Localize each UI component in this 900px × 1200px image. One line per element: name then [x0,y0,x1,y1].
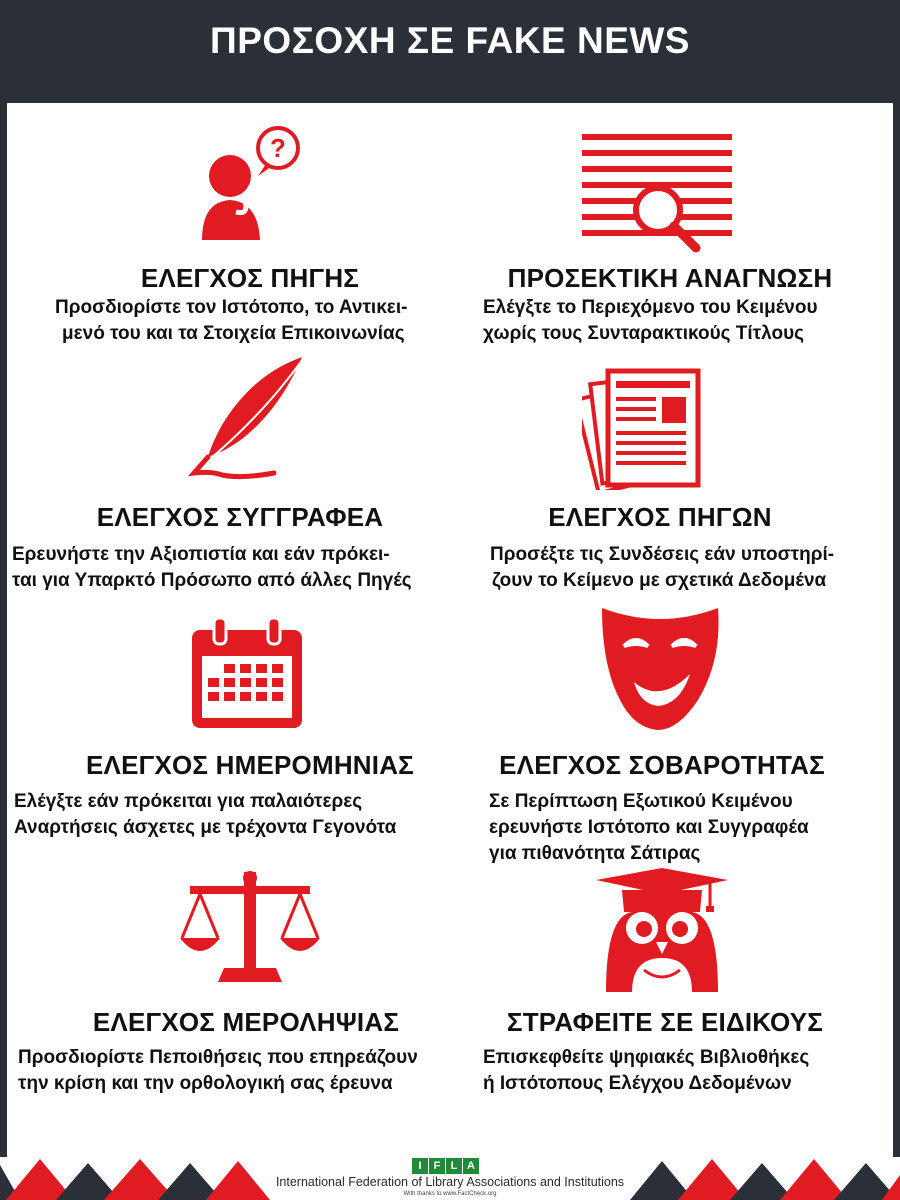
balance-scale-icon [180,868,320,993]
organization-name: International Federation of Library Associations and Institutions [275,1175,625,1189]
content-panel [7,103,893,1157]
desc-ask-experts-line-1: Επισκεφθείτε ψηφιακές Βιβλιοθήκες [483,1047,810,1068]
ifla-logo-letter: L [446,1158,462,1174]
desc-careful-reading-line-1: Ελέγξτε το Περιεχόμενο του Κειμένου [483,297,818,318]
desc-seriousness-check-line-3: για πιθανότητα Σάτιρας [489,843,701,864]
ifla-logo-letter: I [412,1158,428,1174]
header-bar [0,0,900,103]
documents-stack-icon [582,365,707,490]
desc-seriousness-check-line-1: Σε Περίπτωση Εξωτικού Κειμένου [489,791,793,812]
desc-careful-reading-line-2: χωρίς τους Συνταρακτικούς Τίτλους [483,323,805,344]
desc-source-check-line-2: μενό του και τα Στοιχεία Επικοινωνίας [62,323,405,344]
question-thinker-icon [196,120,306,250]
desc-sources-check-line-2: ζουν το Κείμενο με σχετικά Δεδομένα [492,570,827,591]
heading-date-check: ΕΛΕΓΧΟΣ ΗΜΕΡΟΜΗΝΙΑΣ [85,750,414,780]
heading-seriousness-check: ΕΛΕΓΧΟΣ ΣΟΒΑΡΟΤΗΤΑΣ [499,750,825,780]
ifla-logo-letter: F [429,1158,445,1174]
heading-source-check: ΕΛΕΓΧΟΣ ΠΗΓΗΣ [140,263,360,293]
heading-careful-reading: ΠΡΟΣΕΚΤΙΚΗ ΑΝΑΓΝΩΣΗ [507,263,833,293]
ifla-logo-letter: A [463,1158,479,1174]
desc-author-check-line-2: ται για Υπαρκτό Πρόσωπο από άλλες Πηγές [12,570,412,591]
comedy-mask-icon [598,600,723,735]
magnifier-text-icon [582,130,742,255]
desc-sources-check-line-1: Προσέξτε τις Συνδέσεις εάν υποστηρί- [490,544,835,565]
heading-ask-experts: ΣΤΡΑΦΕΙΤΕ ΣΕ ΕΙΔΙΚΟΥΣ [506,1007,824,1037]
desc-author-check-line-1: Ερευνήστε την Αξιοπιστία και εάν πρόκει- [12,544,390,565]
calendar-icon [190,616,305,731]
heading-bias-check: ΕΛΕΓΧΟΣ ΜΕΡΟΛΗΨΙΑΣ [92,1007,400,1037]
desc-bias-check-line-1: Προσδιορίστε Πεποιθήσεις που επηρεάζουν [18,1047,418,1068]
desc-bias-check-line-2: την κρίση και την ορθολογική σας έρευνα [18,1073,393,1094]
page-title: ΠΡΟΣΟΧΗ ΣΕ FAKE NEWS [210,20,690,61]
quill-pen-icon [182,355,307,485]
thanks-note: With thanks to www.FactCheck.org [403,1191,497,1197]
desc-ask-experts-line-2: ή Ιστότοπους Ελέγχου Δεδομένων [483,1073,792,1094]
desc-date-check-line-2: Αναρτήσεις άσχετες με τρέχοντα Γεγονότα [14,817,397,838]
heading-author-check: ΕΛΕΓΧΟΣ ΣΥΓΓΡΑΦΕΑ [96,502,384,532]
heading-sources-check: ΕΛΕΓΧΟΣ ΠΗΓΩΝ [548,502,772,532]
desc-seriousness-check-line-2: ερευνήστε Ιστότοπο και Συγγραφέα [489,817,809,838]
graduate-owl-icon [592,866,732,996]
ifla-logo [412,1158,479,1174]
desc-date-check-line-1: Ελέγξτε εάν πρόκειται για παλαιότερες [14,791,363,812]
desc-source-check-line-1: Προσδιορίστε τον Ιστότοπο, το Αντικει- [55,297,408,318]
svg-text:?: ? [270,133,286,163]
